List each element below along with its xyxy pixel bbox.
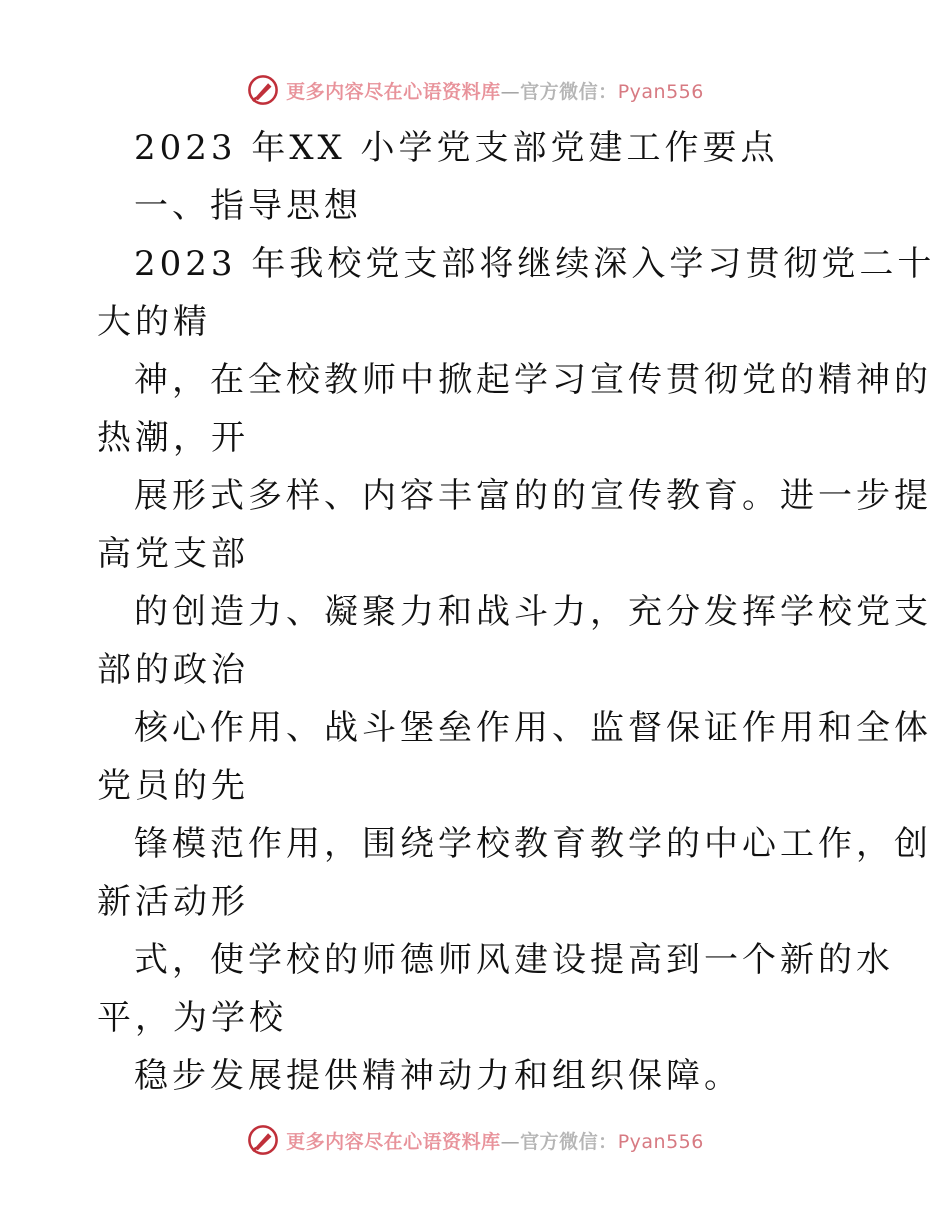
paragraph-line: 新活动形 bbox=[97, 882, 249, 922]
pen-logo-icon bbox=[246, 73, 280, 107]
paragraph-line: 稳步发展提供精神动力和组织保障。 bbox=[134, 1056, 742, 1096]
paragraph-line: 党员的先 bbox=[97, 766, 249, 806]
document-title: 2023 年XX 小学党支部党建工作要点 bbox=[134, 128, 779, 168]
paragraph-line: 展形式多样、内容丰富的的宣传教育。进一步提 bbox=[134, 476, 932, 516]
paragraph-line: 平，为学校 bbox=[97, 998, 287, 1038]
paragraph-line: 部的政治 bbox=[97, 650, 249, 690]
paragraph-line: 神，在全校教师中掀起学习宣传贯彻党的精神的 bbox=[134, 360, 932, 400]
watermark-label: 官方微信： bbox=[520, 80, 618, 103]
watermark-wechat-id: Pyan556 bbox=[617, 80, 704, 103]
paragraph-line: 核心作用、战斗堡垒作用、监督保证作用和全体 bbox=[134, 708, 932, 748]
paragraph-line: 式，使学校的师德师风建设提高到一个新的水 bbox=[134, 940, 894, 980]
paragraph-line: 大的精 bbox=[97, 302, 211, 342]
paragraph-line: 高党支部 bbox=[97, 534, 249, 574]
section-heading: 一、指导思想 bbox=[134, 186, 362, 226]
watermark-wechat-id: Pyan556 bbox=[617, 1130, 704, 1153]
watermark-main-text: 更多内容尽在心语资料库 bbox=[286, 1130, 501, 1153]
paragraph-line: 2023 年我校党支部将继续深入学习贯彻党二十 bbox=[134, 244, 936, 284]
watermark-separator: — bbox=[500, 1130, 521, 1153]
paragraph-line: 的创造力、凝聚力和战斗力，充分发挥学校党支 bbox=[134, 592, 932, 632]
footer-watermark bbox=[0, 1120, 950, 1160]
paragraph-line: 热潮，开 bbox=[97, 418, 249, 458]
pen-logo-icon bbox=[246, 1123, 280, 1157]
watermark-label: 官方微信： bbox=[520, 1130, 618, 1153]
header-watermark bbox=[0, 70, 950, 110]
watermark-main-text: 更多内容尽在心语资料库 bbox=[286, 80, 501, 103]
paragraph-line: 锋模范作用，围绕学校教育教学的中心工作，创 bbox=[134, 824, 932, 864]
watermark-separator: — bbox=[500, 80, 521, 103]
